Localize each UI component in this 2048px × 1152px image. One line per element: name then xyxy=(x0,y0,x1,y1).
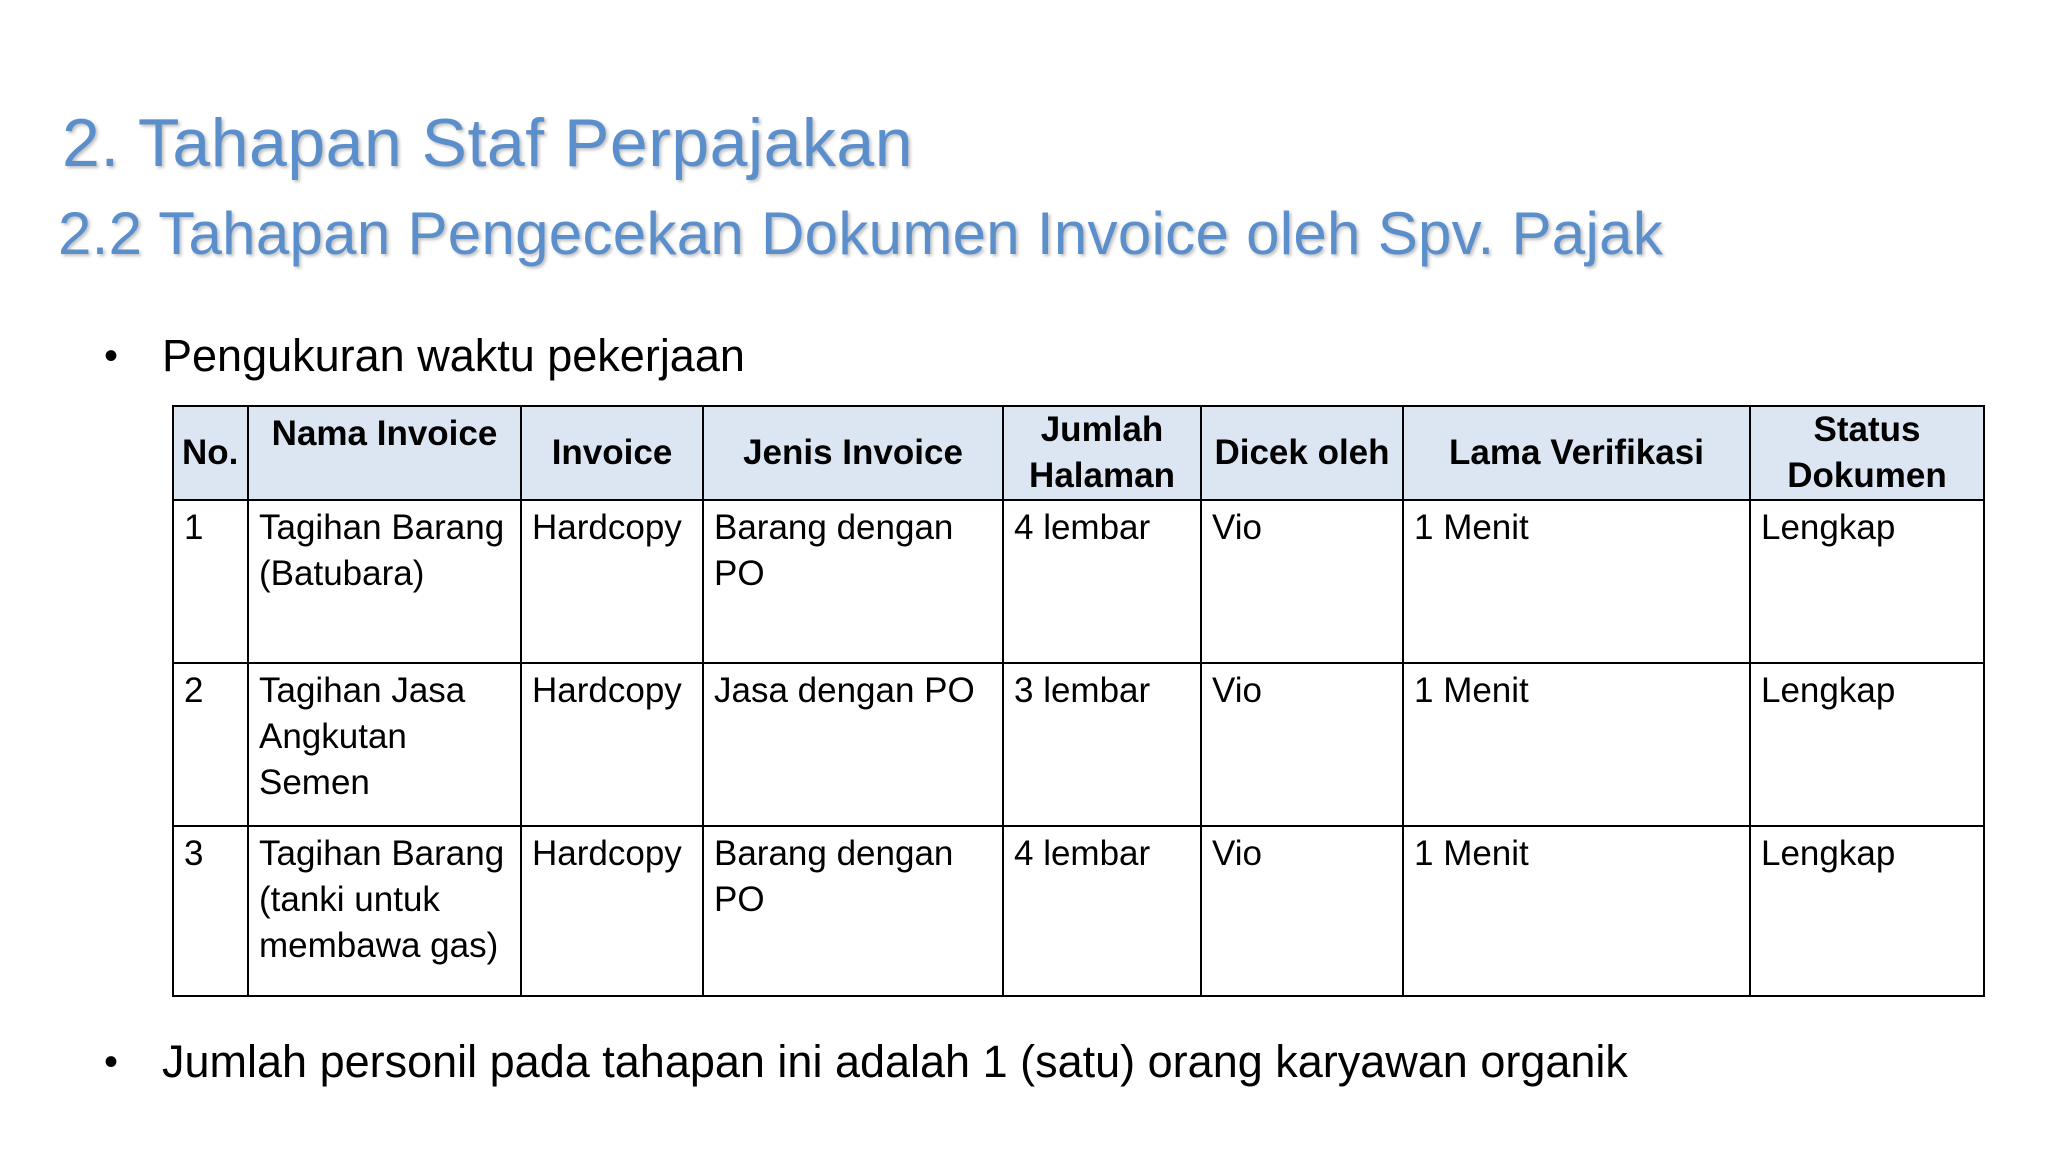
cell-dicek-oleh: Vio xyxy=(1201,500,1403,663)
cell-jumlah-halaman: 4 lembar xyxy=(1003,500,1201,663)
cell-jenis-invoice: Barang dengan PO xyxy=(703,500,1003,663)
bullet-item xyxy=(104,330,745,382)
cell-lama-verifikasi: 1 Menit xyxy=(1403,663,1750,826)
col-header-status-dokumen: Status Dokumen xyxy=(1750,406,1984,500)
col-header-jumlah-halaman: Jumlah Halaman xyxy=(1003,406,1201,500)
cell-jumlah-halaman: 4 lembar xyxy=(1003,826,1201,996)
bullet-dot-icon: • xyxy=(104,333,119,378)
col-header-dicek-oleh: Dicek oleh xyxy=(1201,406,1403,500)
cell-status-dokumen: Lengkap xyxy=(1750,826,1984,996)
bullet-text: Jumlah personil pada tahapan ini adalah 1 (satu) orang karyawan organik xyxy=(162,1036,1628,1087)
cell-jenis-invoice: Jasa dengan PO xyxy=(703,663,1003,826)
col-header-invoice: Invoice xyxy=(521,406,703,500)
col-header-lama-verifikasi: Lama Verifikasi xyxy=(1403,406,1750,500)
table-row xyxy=(173,826,1984,996)
bullet-dot-icon: • xyxy=(104,1039,119,1084)
table-header-row xyxy=(173,406,1984,500)
slide-subtitle: 2.2 Tahapan Pengecekan Dokumen Invoice oleh Spv. Pajak xyxy=(58,200,1664,267)
cell-jenis-invoice: Barang dengan PO xyxy=(703,826,1003,996)
cell-no: 1 xyxy=(173,500,248,663)
table-row xyxy=(173,663,1984,826)
col-header-no: No. xyxy=(173,406,248,500)
cell-invoice: Hardcopy xyxy=(521,500,703,663)
cell-dicek-oleh: Vio xyxy=(1201,663,1403,826)
invoice-table xyxy=(172,405,1985,997)
cell-invoice: Hardcopy xyxy=(521,663,703,826)
cell-lama-verifikasi: 1 Menit xyxy=(1403,826,1750,996)
cell-nama-invoice: Tagihan Barang (tanki untuk membawa gas) xyxy=(248,826,521,996)
cell-lama-verifikasi: 1 Menit xyxy=(1403,500,1750,663)
bullet-item xyxy=(104,1036,1628,1088)
cell-nama-invoice: Tagihan Barang (Batubara) xyxy=(248,500,521,663)
cell-status-dokumen: Lengkap xyxy=(1750,500,1984,663)
cell-invoice: Hardcopy xyxy=(521,826,703,996)
cell-no: 2 xyxy=(173,663,248,826)
cell-no: 3 xyxy=(173,826,248,996)
table-row xyxy=(173,500,1984,663)
cell-status-dokumen: Lengkap xyxy=(1750,663,1984,826)
col-header-jenis-invoice: Jenis Invoice xyxy=(703,406,1003,500)
cell-nama-invoice: Tagihan Jasa Angkutan Semen xyxy=(248,663,521,826)
col-header-nama-invoice: Nama Invoice xyxy=(248,406,521,500)
cell-jumlah-halaman: 3 lembar xyxy=(1003,663,1201,826)
slide-title: 2. Tahapan Staf Perpajakan xyxy=(62,105,914,181)
cell-dicek-oleh: Vio xyxy=(1201,826,1403,996)
bullet-text: Pengukuran waktu pekerjaan xyxy=(162,330,745,381)
